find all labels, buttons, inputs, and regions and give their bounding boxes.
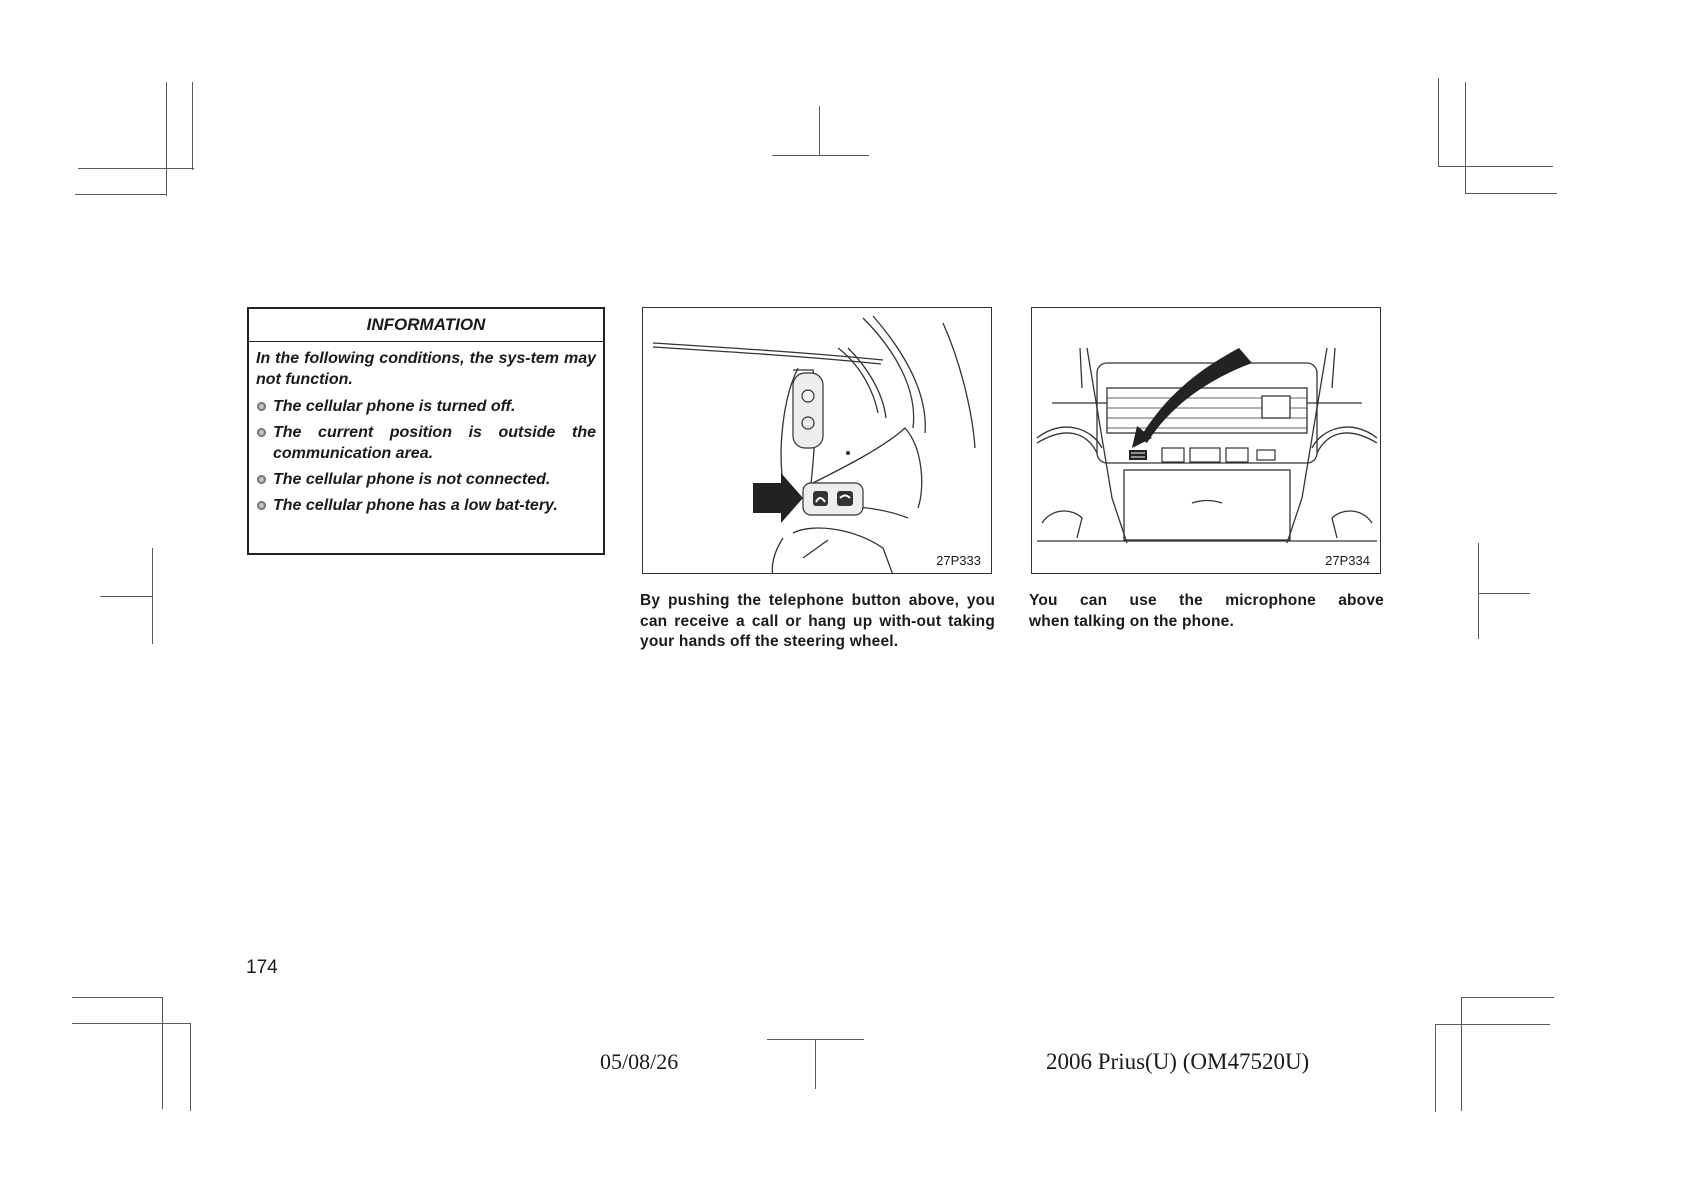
steering-wheel-illustration <box>643 308 992 574</box>
information-bullet: The cellular phone is not connected. <box>256 469 596 490</box>
information-bullet: The current position is outside the communication area. <box>256 422 596 464</box>
figure-microphone <box>1031 307 1381 574</box>
arrow-icon <box>753 473 803 523</box>
figure-caption-line: when talking on the phone. <box>1029 612 1234 630</box>
figure-caption-line: You can use the microphone above <box>1029 592 1384 609</box>
page-number: 174 <box>246 957 278 978</box>
information-box <box>247 307 605 555</box>
footer-title: 2006 Prius(U) (OM47520U) <box>1046 1049 1310 1074</box>
information-title: INFORMATION <box>249 309 603 342</box>
figure-code: 27P334 <box>1325 553 1370 568</box>
overhead-console-illustration <box>1032 308 1381 574</box>
microphone-icon <box>1129 450 1147 460</box>
information-intro: In the following conditions, the sys-tem may not function. <box>256 350 596 388</box>
information-bullet: The cellular phone is turned off. <box>256 396 596 417</box>
information-body <box>249 342 603 516</box>
figure-caption: By pushing the telephone button above, you can receive a call or hang up with-out taking your hands off the steering wheel. <box>640 592 995 650</box>
information-bullet: The cellular phone has a low bat-tery. <box>256 495 596 516</box>
figure-steering-wheel <box>642 307 992 574</box>
figure-caption <box>1029 591 1384 632</box>
figure-code: 27P333 <box>936 553 981 568</box>
footer-date: 05/08/26 <box>600 1049 679 1074</box>
